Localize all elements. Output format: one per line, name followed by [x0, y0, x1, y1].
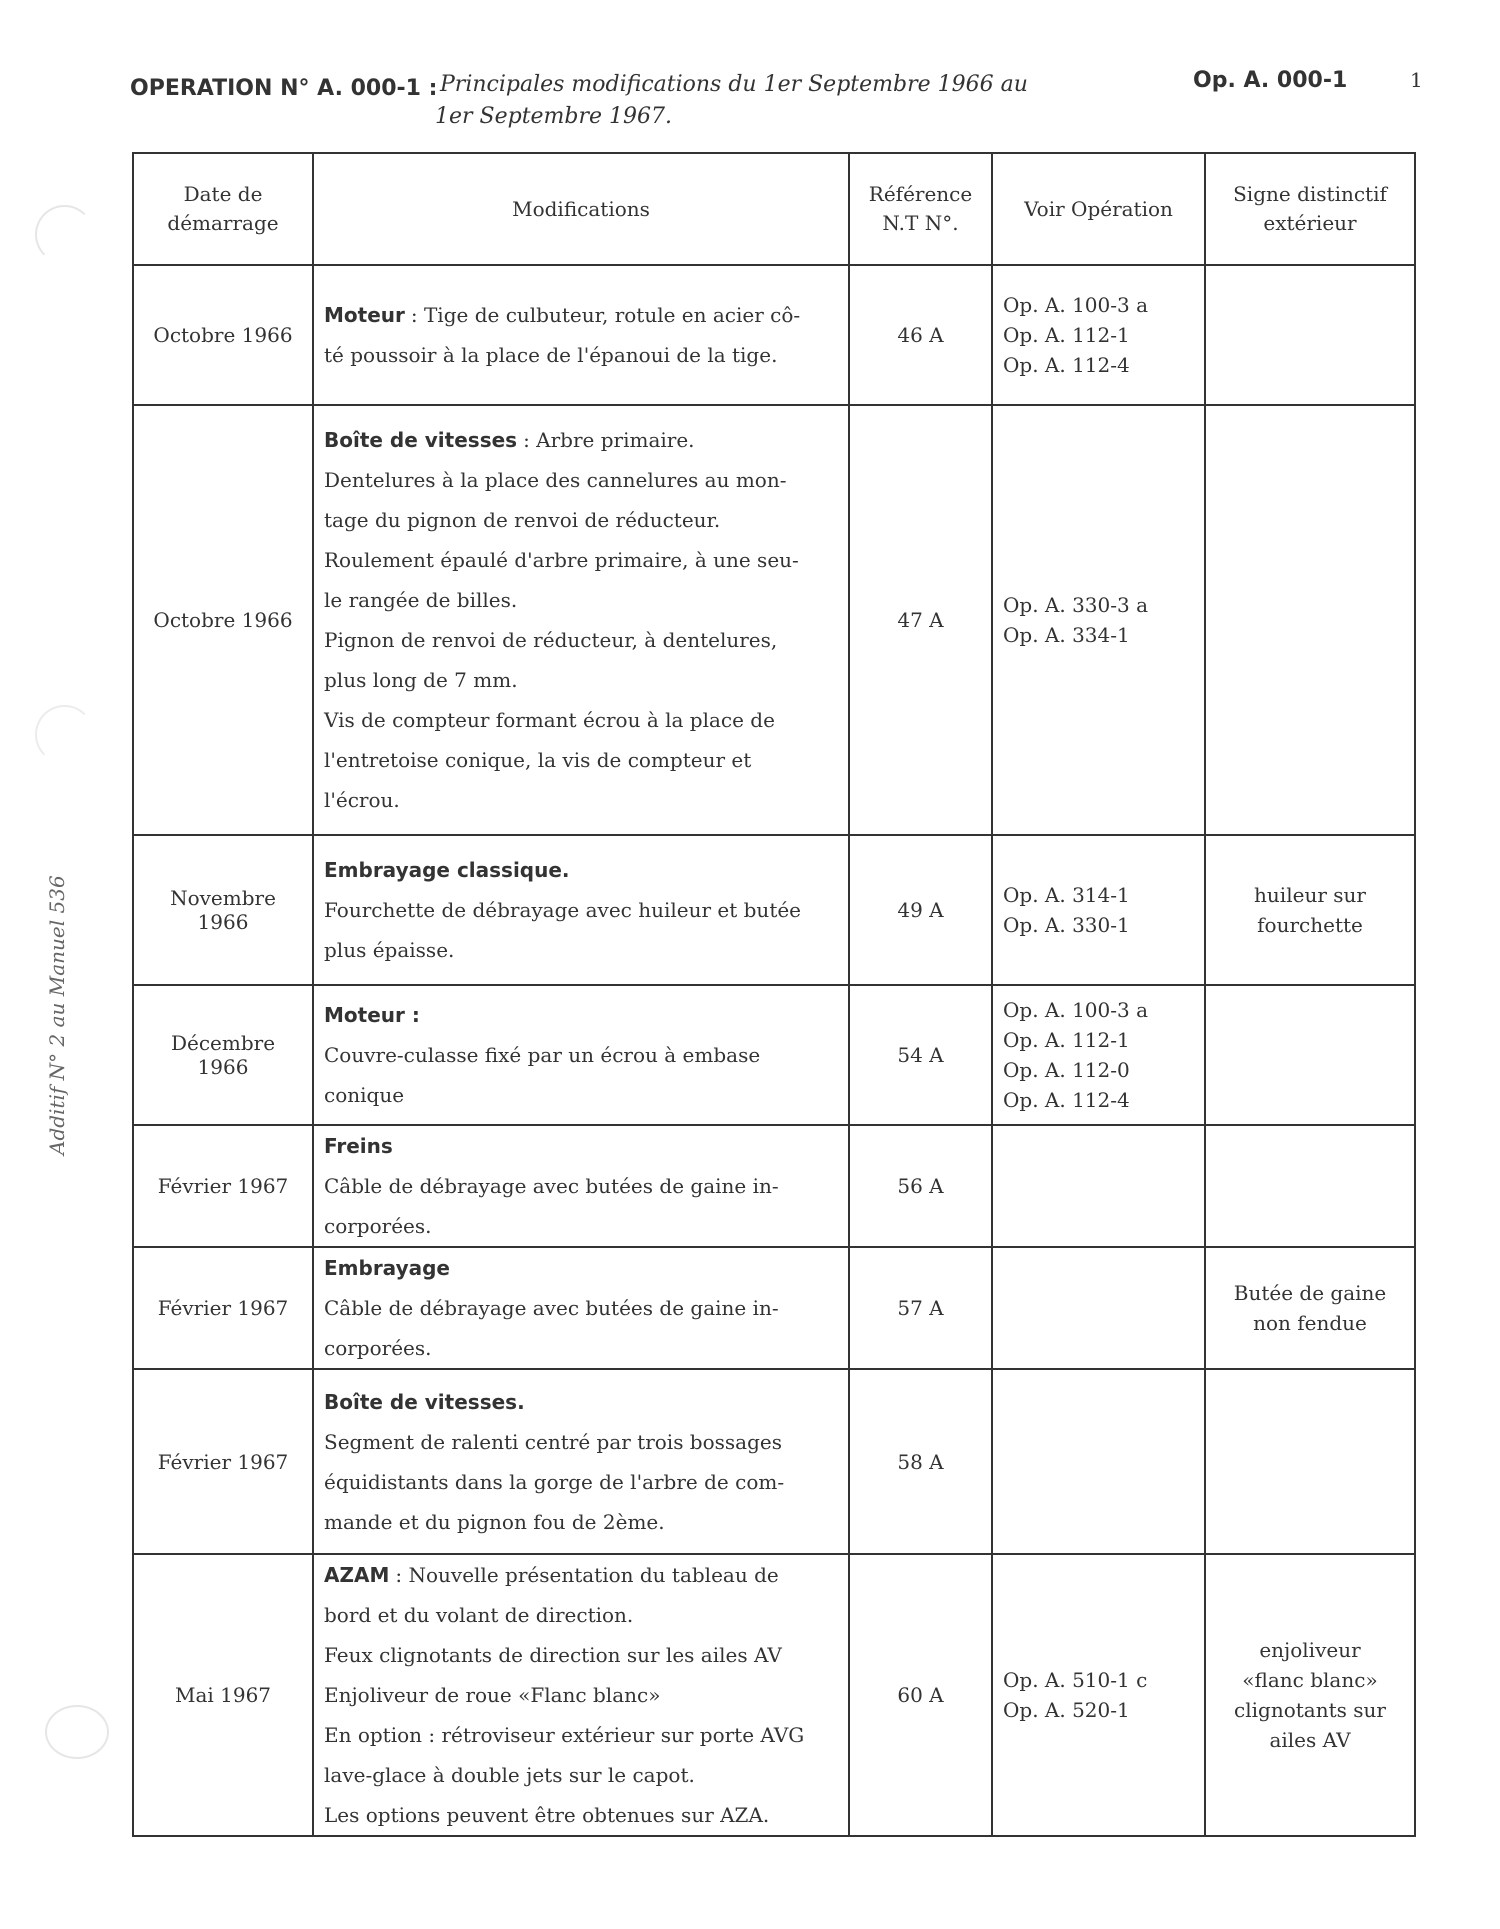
- cell-modifications: [313, 1554, 849, 1836]
- cell-date: Février 1967: [133, 1125, 313, 1247]
- cell-voir-operation: [992, 265, 1205, 405]
- operation-reference-line: Op. A. 112-0: [1003, 1058, 1130, 1082]
- modification-title: Boîte de vitesses: [324, 428, 518, 452]
- modification-line: Câble de débrayage avec butées de gaine in-: [324, 1174, 779, 1198]
- operation-reference: Op. A. 000-1: [1193, 68, 1348, 93]
- modification-line: l'entretoise conique, la vis de compteur et: [324, 748, 752, 772]
- modification-line: bord et du volant de direction.: [324, 1603, 634, 1627]
- cell-modifications: [313, 1369, 849, 1554]
- modification-line: Câble de débrayage avec butées de gaine in-: [324, 1296, 779, 1320]
- cell-modifications: [313, 1247, 849, 1369]
- modification-line: lave-glace à double jets sur le capot.: [324, 1763, 695, 1787]
- table-header-row: [133, 153, 1415, 265]
- operation-reference-line: Op. A. 112-1: [1003, 1028, 1130, 1052]
- operation-subtitle-line1: Principales modifications du 1er Septembre 1966 au: [440, 72, 1028, 97]
- operation-reference-line: Op. A. 334-1: [1003, 623, 1130, 647]
- punch-hole-mark: [35, 705, 94, 764]
- modification-line: En option : rétroviseur extérieur sur porte AVG: [324, 1723, 805, 1747]
- cell-date: Mai 1967: [133, 1554, 313, 1836]
- modification-line: mande et du pignon fou de 2ème.: [324, 1509, 665, 1534]
- modification-line: le rangée de billes.: [324, 588, 518, 612]
- table-row: [133, 265, 1415, 405]
- table-row: [133, 1125, 1415, 1247]
- modification-line: Couvre-culasse fixé par un écrou à embase: [324, 1043, 761, 1067]
- modification-line: té poussoir à la place de l'épanoui de la tige.: [324, 343, 778, 367]
- modification-line: Pignon de renvoi de réducteur, à dentelures,: [324, 628, 778, 652]
- table-row: [133, 405, 1415, 835]
- modifications-table: [132, 152, 1416, 1837]
- cell-date: Décembre 1966: [133, 985, 313, 1125]
- distinctive-sign-line: Butée de gaine: [1233, 1281, 1387, 1305]
- cell-reference: 57 A: [849, 1247, 992, 1369]
- operation-reference-line: Op. A. 100-3 a: [1003, 998, 1149, 1022]
- operation-number: OPERATION N° A. 000-1 :: [130, 76, 438, 101]
- page-number: 1: [1410, 68, 1423, 92]
- modification-line: conique: [324, 1083, 405, 1107]
- operation-reference-line: Op. A. 330-3 a: [1003, 593, 1149, 617]
- modification-title: Freins: [324, 1134, 393, 1158]
- modification-line: Fourchette de débrayage avec huileur et butée: [324, 898, 802, 922]
- modification-line: : Arbre primaire.: [523, 428, 695, 452]
- cell-signe-distinctif: [1205, 835, 1415, 985]
- cell-voir-operation: [992, 1247, 1205, 1369]
- cell-date: Octobre 1966: [133, 405, 313, 835]
- cell-modifications: [313, 265, 849, 405]
- modification-line: plus épaisse.: [324, 938, 455, 962]
- operation-reference-line: Op. A. 510-1 c: [1003, 1668, 1148, 1692]
- distinctive-sign-line: non fendue: [1253, 1311, 1367, 1335]
- table-row: [133, 1247, 1415, 1369]
- cell-signe-distinctif: [1205, 1247, 1415, 1369]
- modification-line: corporées.: [324, 1214, 432, 1238]
- modification-line: Dentelures à la place des cannelures au mon-: [324, 468, 787, 492]
- cell-signe-distinctif: [1205, 265, 1415, 405]
- cell-signe-distinctif: [1205, 1554, 1415, 1836]
- cell-reference: 49 A: [849, 835, 992, 985]
- distinctive-sign-line: clignotants sur: [1234, 1698, 1386, 1722]
- operation-reference-line: Op. A. 112-4: [1003, 353, 1130, 377]
- cell-reference: 56 A: [849, 1125, 992, 1247]
- cell-reference: 47 A: [849, 405, 992, 835]
- modification-line: : Nouvelle présentation du tableau de: [395, 1563, 779, 1587]
- cell-voir-operation: [992, 835, 1205, 985]
- modification-line: Les options peuvent être obtenues sur AZA.: [324, 1803, 770, 1827]
- cell-voir-operation: [992, 1369, 1205, 1554]
- cell-signe-distinctif: [1205, 1125, 1415, 1247]
- cell-voir-operation: [992, 985, 1205, 1125]
- modification-line: tage du pignon de renvoi de réducteur.: [324, 508, 721, 532]
- modification-title: AZAM: [324, 1563, 390, 1587]
- operation-subtitle-line2: 1er Septembre 1967.: [435, 104, 673, 129]
- table-row: [133, 985, 1415, 1125]
- modification-title: Moteur :: [324, 1003, 420, 1027]
- cell-date: Février 1967: [133, 1247, 313, 1369]
- modification-line: : Tige de culbuteur, rotule en acier cô-: [410, 303, 801, 327]
- modification-line: Segment de ralenti centré par trois bossages: [324, 1429, 783, 1454]
- modification-title: Boîte de vitesses.: [324, 1389, 525, 1414]
- column-header-date: Date de démarrage: [133, 153, 313, 265]
- modification-line: corporées.: [324, 1336, 432, 1360]
- cell-date: Novembre 1966: [133, 835, 313, 985]
- cell-signe-distinctif: [1205, 405, 1415, 835]
- column-header-voir-operation: Voir Opération: [992, 153, 1205, 265]
- modification-title: Moteur: [324, 303, 405, 327]
- column-header-signe-distinctif: Signe distinctif extérieur: [1205, 153, 1415, 265]
- cell-reference: 60 A: [849, 1554, 992, 1836]
- column-header-modifications: Modifications: [313, 153, 849, 265]
- operation-reference-line: Op. A. 330-1: [1003, 913, 1130, 937]
- cell-voir-operation: [992, 1125, 1205, 1247]
- cell-reference: 54 A: [849, 985, 992, 1125]
- cell-reference: 46 A: [849, 265, 992, 405]
- distinctive-sign-line: «flanc blanc»: [1242, 1668, 1378, 1692]
- cell-voir-operation: [992, 405, 1205, 835]
- operation-reference-line: Op. A. 520-1: [1003, 1698, 1130, 1722]
- distinctive-sign-line: huileur sur: [1254, 883, 1366, 907]
- punch-hole-mark: [35, 205, 94, 264]
- page-header: [130, 68, 1423, 138]
- distinctive-sign-line: fourchette: [1257, 913, 1363, 937]
- operation-reference-line: Op. A. 100-3 a: [1003, 293, 1149, 317]
- operation-reference-line: Op. A. 112-4: [1003, 1088, 1130, 1112]
- cell-modifications: [313, 1125, 849, 1247]
- operation-reference-line: Op. A. 112-1: [1003, 323, 1130, 347]
- modification-title: Embrayage classique.: [324, 858, 570, 882]
- modification-title: Embrayage: [324, 1256, 450, 1280]
- modification-line: Roulement épaulé d'arbre primaire, à une seu-: [324, 548, 799, 572]
- modification-line: plus long de 7 mm.: [324, 668, 518, 692]
- modification-line: équidistants dans la gorge de l'arbre de com-: [324, 1469, 785, 1494]
- cell-signe-distinctif: [1205, 985, 1415, 1125]
- cell-reference: 58 A: [849, 1369, 992, 1554]
- cell-signe-distinctif: [1205, 1369, 1415, 1554]
- cell-modifications: [313, 835, 849, 985]
- table-row: [133, 1554, 1415, 1836]
- modification-line: Vis de compteur formant écrou à la place de: [324, 708, 775, 732]
- modification-line: l'écrou.: [324, 788, 400, 812]
- side-note: Additif N° 2 au Manuel 536: [45, 875, 69, 1155]
- operation-reference-line: Op. A. 314-1: [1003, 883, 1130, 907]
- cell-date: Février 1967: [133, 1369, 313, 1554]
- distinctive-sign-line: ailes AV: [1269, 1728, 1351, 1752]
- cell-modifications: [313, 405, 849, 835]
- column-header-reference: Référence N.T N°.: [849, 153, 992, 265]
- punch-hole-mark: [45, 1705, 109, 1759]
- table-row: [133, 835, 1415, 985]
- table-row: [133, 1369, 1415, 1554]
- cell-modifications: [313, 985, 849, 1125]
- modification-line: Enjoliveur de roue «Flanc blanc»: [324, 1683, 661, 1707]
- distinctive-sign-line: enjoliveur: [1259, 1638, 1361, 1662]
- cell-voir-operation: [992, 1554, 1205, 1836]
- modification-line: Feux clignotants de direction sur les ailes AV: [324, 1643, 782, 1667]
- cell-date: Octobre 1966: [133, 265, 313, 405]
